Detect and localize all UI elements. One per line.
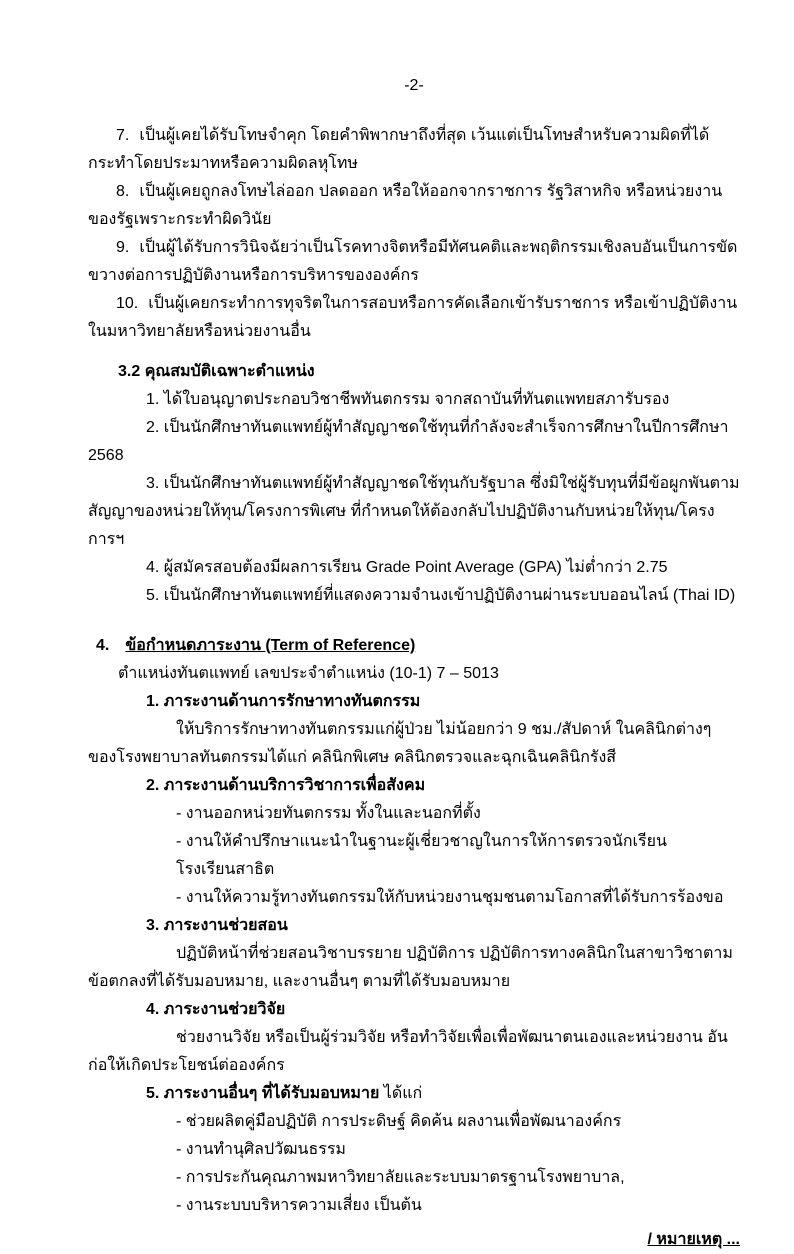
disqualification-item [88,234,740,290]
duty-5-heading-bold: 5. ภาระงานอื่นๆ ที่ได้รับมอบหมาย [146,1085,380,1102]
duty-5-bullet: - ช่วยผลิตคู่มือปฏิบัติ การประดิษฐ์ คิดค้น ผลงานเพื่อพัฒนาองค์กร [176,1113,622,1130]
item-number: 10. [116,295,139,312]
item-number: 8. [116,183,130,200]
disqualification-item [88,122,740,178]
continuation-note-text: / หมายเหตุ ... [647,1231,740,1248]
qualification-item: 1. ได้ใบอนุญาตประกอบวิชาชีพทันตกรรม จากสถาบันที่ทันตแพทยสภารับรอง [146,391,670,408]
position-line: ตำแหน่งทันตแพทย์ เลขประจำตำแหน่ง (10-1) 7 – 5013 [118,665,499,682]
item-text: เป็นผู้เคยถูกลงโทษไล่ออก ปลดออก หรือให้ออกจากราชการ รัฐวิสาหกิจ หรือหน่วยงานของรัฐเพราะกระทำผิดวินัย [88,183,723,228]
duty-5-heading-tail: ได้แก่ [379,1085,423,1102]
section-4-heading [96,632,740,660]
section-3-2-heading: 3.2 คุณสมบัติเฉพาะตำแหน่ง [118,363,315,380]
duty-1-heading: 1. ภาระงานด้านการรักษาทางทันตกรรม [146,693,421,710]
duty-2-bullet: - งานให้ความรู้ทางทันตกรรมให้กับหน่วยงานชุมชนตามโอกาสที่ได้รับการร้องขอ [176,889,724,906]
duty-4-body: ช่วยงานวิจัย หรือเป็นผู้ร่วมวิจัย หรือทำวิจัยเพื่อเพื่อพัฒนาตนเองและหน่วยงาน อันก่อให้เกิดประโยชน์ต่อองค์กร [88,1029,728,1074]
item-text: เป็นผู้เคยกระทำการทุจริตในการสอบหรือการคัดเลือกเข้ารับราชการ หรือเข้าปฏิบัติงานในมหาวิทยาลัยหรือหน่วยงานอื่น [88,295,738,340]
qualification-item: 2. เป็นนักศึกษาทันตแพทย์ผู้ทำสัญญาชดใช้ทุนที่กำลังจะสำเร็จการศึกษาในปีการศึกษา 2568 [88,419,729,464]
duty-2-bullet: - งานให้คำปรึกษาแนะนำในฐานะผู้เชี่ยวชาญในการให้การตรวจนักเรียนโรงเรียนสาธิต [176,833,667,878]
qualification-item: 3. เป็นนักศึกษาทันตแพทย์ผู้ทำสัญญาชดใช้ทุนกับรัฐบาล ซึ่งมิใช่ผู้รับทุนที่มีข้อผูกพันตามสัญญาของหน่วยให้ทุน/โครงการพิเศษ ที่กำหนดให้ต้องกลับไปปฏิบัติงานกับหน่วยให้ทุน/โครงการฯ [88,475,740,548]
duty-2-heading: 2. ภาระงานด้านบริการวิชาการเพื่อสังคม [146,777,426,794]
disqualification-item [88,290,740,346]
duty-3-heading: 3. ภาระงานช่วยสอน [146,917,288,934]
qualification-item: 4. ผู้สมัครสอบต้องมีผลการเรียน Grade Point Average (GPA) ไม่ต่ำกว่า 2.75 [146,559,668,576]
duty-5-bullet: - การประกันคุณภาพมหาวิทยาลัยและระบบมาตรฐานโรงพยาบาล, [176,1169,625,1186]
disqualification-item [88,178,740,234]
section-title: ข้อกำหนดภาระงาน (Term of Reference) [125,637,416,654]
duty-1-body: ให้บริการรักษาทางทันตกรรมแก่ผู้ป่วย ไม่น้อยกว่า 9 ชม./สัปดาห์ ในคลินิกต่างๆ ของโรงพยาบาลทันตกรรมได้แก่ คลินิกพิเศษ คลินิกตรวจและฉุกเฉินคลินิกรังสี [88,721,712,766]
item-number: 9. [116,239,130,256]
duty-5-bullet: - งานระบบบริหารความเสี่ยง เป็นต้น [176,1197,422,1214]
section-number: 4. [96,637,110,654]
item-number: 7. [116,127,130,144]
duty-3-body: ปฏิบัติหน้าที่ช่วยสอนวิชาบรรยาย ปฏิบัติการ ปฏิบัติการทางคลินิกในสาขาวิชาตามข้อตกลงที่ได้รับมอบหมาย, และงานอื่นๆ ตามที่ได้รับมอบหมาย [88,945,733,990]
duty-4-heading: 4. ภาระงานช่วยวิจัย [146,1001,286,1018]
duty-5-bullet: - งานทำนุศิลปวัฒนธรรม [176,1141,346,1158]
duty-2-bullet: - งานออกหน่วยทันตกรรม ทั้งในและนอกที่ตั้ง [176,805,481,822]
duty-5-heading [146,1080,740,1108]
continuation-note [88,1226,740,1254]
item-text: เป็นผู้ได้รับการวินิจฉัยว่าเป็นโรคทางจิตหรือมีทัศนคติและพฤติกรรมเชิงลบอันเป็นการขัดขวางต่อการปฏิบัติงานหรือการบริหารขององค์กร [88,239,738,284]
page-number: -2- [404,77,424,94]
qualification-item: 5. เป็นนักศึกษาทันตแพทย์ที่แสดงความจำนงเข้าปฏิบัติงานผ่านระบบออนไลน์ (Thai ID) [146,587,736,604]
item-text: เป็นผู้เคยได้รับโทษจำคุก โดยคำพิพากษาถึงที่สุด เว้นแต่เป็นโทษสำหรับความผิดที่ได้กระทำโดยประมาทหรือความผิดลหุโทษ [88,127,710,172]
